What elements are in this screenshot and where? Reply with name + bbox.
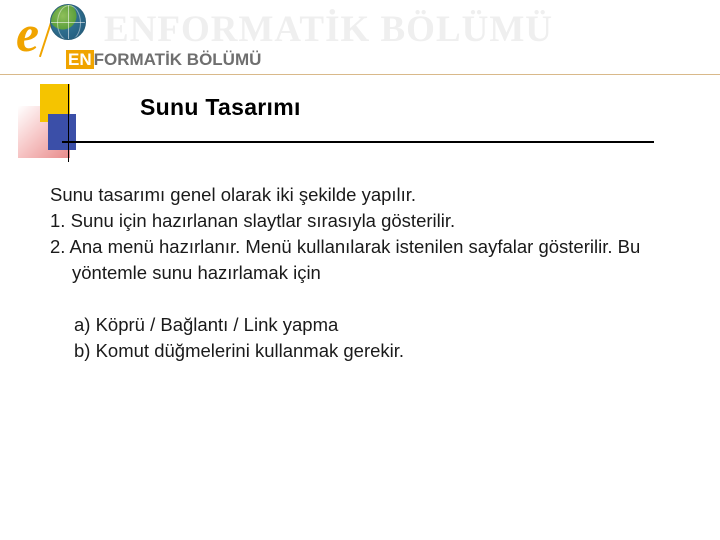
- title-underline: [62, 141, 654, 143]
- department-label: [66, 50, 261, 70]
- body-line-intro: Sunu tasarımı genel olarak iki şekilde yapılır.: [50, 184, 417, 205]
- body-line-item-2: 2. Ana menü hazırlanır. Menü kullanılarak istenilen sayfalar gösterilir. Bu yöntemle sunu hazırlamak için: [50, 236, 646, 283]
- logo-letter-e: e: [16, 6, 40, 63]
- globe-arc-line: [57, 5, 81, 40]
- slide-body: [50, 182, 690, 364]
- decoration-vertical-line: [68, 84, 69, 162]
- body-subline-b: b) Komut düğmelerini kullanmak gerekir.: [74, 340, 405, 361]
- department-label-rest: FORMATİK BÖLÜMÜ: [93, 50, 262, 69]
- slide-header: [0, 0, 720, 74]
- header-watermark-title: ENFORMATİK BÖLÜMÜ: [104, 9, 554, 50]
- body-spacer: [50, 286, 690, 312]
- title-decoration: [18, 84, 114, 162]
- decoration-blue-square: [48, 114, 76, 150]
- body-subline-a: a) Köprü / Bağlantı / Link yapma: [74, 314, 339, 335]
- department-label-prefix: EN: [68, 50, 92, 69]
- page-title: Sunu Tasarımı: [140, 94, 301, 120]
- header-divider: [0, 74, 720, 75]
- globe-icon: [50, 4, 86, 40]
- body-line-item-1: 1. Sunu için hazırlanan slaytlar sırasıyla gösterilir.: [50, 210, 456, 231]
